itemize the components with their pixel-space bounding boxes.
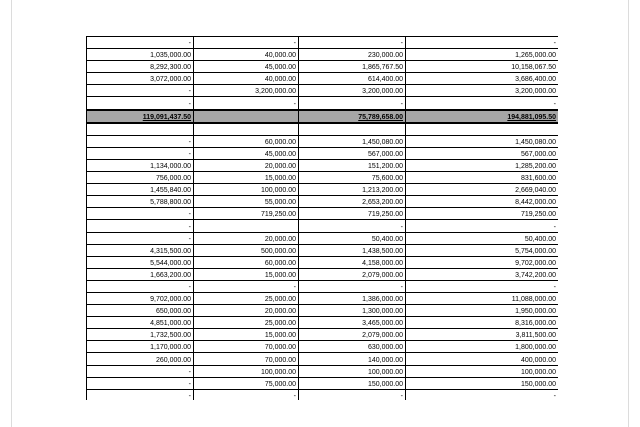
table-row [87,184,559,196]
row-total-cell[interactable]: 3,742,200.00 [406,268,559,280]
amount-col-2-cell[interactable]: - [194,97,299,110]
amount-col-3-cell[interactable]: 1,450,080.00 [299,135,406,147]
row-total-cell[interactable] [406,123,559,136]
row-total-cell[interactable]: 1,285,200.00 [406,159,559,171]
amount-col-2-cell[interactable]: 60,000.00 [194,135,299,147]
table-row [87,280,559,292]
amount-col-1-cell[interactable]: 650,000.00 [87,305,194,317]
row-total-cell[interactable]: 10,158,067.50 [406,61,559,73]
table-row [87,389,559,400]
amount-col-2-cell[interactable]: 15,000.00 [194,268,299,280]
amount-col-2-cell[interactable]: 20,000.00 [194,159,299,171]
table-row [87,341,559,353]
row-total-cell[interactable]: 194,881,095.50 [406,110,559,123]
amount-col-3-cell[interactable]: 1,300,000.00 [299,305,406,317]
amount-col-3-cell[interactable]: 230,000.00 [299,49,406,61]
amount-col-2-cell[interactable]: 25,000.00 [194,317,299,329]
table-row [87,172,559,184]
amount-col-3-cell[interactable]: 630,000.00 [299,341,406,353]
amount-col-3-cell[interactable]: - [299,280,406,292]
row-total-cell[interactable]: 1,265,000.00 [406,49,559,61]
table-row [87,208,559,220]
amount-col-3-cell[interactable]: 50,400.00 [299,232,406,244]
row-total-cell[interactable]: 5,754,000.00 [406,244,559,256]
amount-col-1-cell[interactable]: 119,091,437.50 [87,110,194,123]
amount-col-2-cell[interactable]: 15,000.00 [194,329,299,341]
amount-col-1-cell[interactable]: - [87,389,194,400]
table-row [87,353,559,365]
amount-col-2-cell[interactable] [194,123,299,136]
row-total-cell[interactable]: 1,800,000.00 [406,341,559,353]
table-row [87,220,559,232]
amount-col-3-cell[interactable]: 1,213,200.00 [299,184,406,196]
row-total-cell[interactable]: 9,702,000.00 [406,256,559,268]
amount-col-2-cell[interactable] [194,220,299,232]
row-total-cell[interactable]: 100,000.00 [406,365,559,377]
amount-col-1-cell[interactable]: 1,035,000.00 [87,49,194,61]
amount-col-1-cell[interactable] [87,123,194,136]
row-total-cell[interactable]: 3,811,500.00 [406,329,559,341]
table-row [87,123,559,136]
amount-col-2-cell[interactable]: 100,000.00 [194,184,299,196]
amount-col-2-cell[interactable]: 25,000.00 [194,292,299,304]
page-edge-right [628,0,629,427]
amount-col-3-cell[interactable]: 2,653,200.00 [299,196,406,208]
table-row [87,73,559,85]
amount-col-1-cell[interactable]: 260,000.00 [87,353,194,365]
amount-col-1-cell[interactable]: 1,732,500.00 [87,329,194,341]
amount-col-2-cell[interactable]: 60,000.00 [194,256,299,268]
table-row [87,317,559,329]
amount-col-1-cell[interactable]: 756,000.00 [87,172,194,184]
amount-col-1-cell[interactable]: 5,544,000.00 [87,256,194,268]
table-row [87,377,559,389]
grand-total-row [87,110,559,123]
row-total-cell[interactable]: 150,000.00 [406,377,559,389]
amount-col-1-cell[interactable]: 1,134,000.00 [87,159,194,171]
amount-col-3-cell[interactable]: - [299,97,406,110]
amount-col-2-cell[interactable]: 40,000.00 [194,73,299,85]
amount-col-2-cell[interactable]: 15,000.00 [194,172,299,184]
amount-col-2-cell[interactable]: 70,000.00 [194,341,299,353]
row-total-cell[interactable]: 11,088,000.00 [406,292,559,304]
row-total-cell[interactable]: 2,669,040.00 [406,184,559,196]
amount-col-1-cell[interactable]: 8,292,300.00 [87,61,194,73]
amount-col-2-cell[interactable]: 75,000.00 [194,377,299,389]
row-total-cell[interactable]: 3,200,000.00 [406,85,559,97]
amount-col-3-cell[interactable]: 719,250.00 [299,208,406,220]
row-total-cell[interactable]: - [406,220,559,232]
amount-col-2-cell[interactable]: - [194,280,299,292]
amount-col-3-cell[interactable]: 4,158,000.00 [299,256,406,268]
amount-col-1-cell[interactable]: 3,072,000.00 [87,73,194,85]
spreadsheet-sheet [86,36,558,400]
table-row [87,37,559,49]
row-total-cell[interactable]: 719,250.00 [406,208,559,220]
table-row [87,244,559,256]
amount-col-2-cell[interactable]: 45,000.00 [194,61,299,73]
table-row [87,256,559,268]
amount-col-2-cell[interactable]: - [194,389,299,400]
page-edge-left [11,0,12,427]
amount-col-2-cell[interactable]: - [194,37,299,49]
table-row [87,49,559,61]
row-total-cell[interactable]: - [406,389,559,400]
amount-col-3-cell[interactable]: 1,438,500.00 [299,244,406,256]
table-row [87,292,559,304]
amount-col-3-cell[interactable]: 614,400.00 [299,73,406,85]
amount-col-1-cell[interactable]: 4,851,000.00 [87,317,194,329]
row-total-cell[interactable]: 400,000.00 [406,353,559,365]
table-row [87,329,559,341]
amount-col-3-cell[interactable]: 151,200.00 [299,159,406,171]
amount-col-2-cell[interactable]: 40,000.00 [194,49,299,61]
amount-col-3-cell[interactable]: 1,386,000.00 [299,292,406,304]
amount-col-1-cell[interactable]: - [87,232,194,244]
row-total-cell[interactable]: 8,316,000.00 [406,317,559,329]
amount-col-1-cell[interactable]: - [87,147,194,159]
amount-col-1-cell[interactable]: - [87,135,194,147]
amount-col-3-cell[interactable]: 140,000.00 [299,353,406,365]
amount-col-2-cell[interactable]: 55,000.00 [194,196,299,208]
row-total-cell[interactable]: 50,400.00 [406,232,559,244]
row-total-cell[interactable]: - [406,280,559,292]
amount-col-2-cell[interactable]: 20,000.00 [194,232,299,244]
row-total-cell[interactable]: 831,600.00 [406,172,559,184]
amount-col-3-cell[interactable]: 3,465,000.00 [299,317,406,329]
amount-col-3-cell[interactable]: 3,200,000.00 [299,85,406,97]
amount-col-2-cell[interactable]: 45,000.00 [194,147,299,159]
table-row [87,85,559,97]
amount-col-3-cell[interactable] [299,123,406,136]
row-total-cell[interactable]: - [406,37,559,49]
table-row [87,365,559,377]
amount-col-2-cell[interactable]: 20,000.00 [194,305,299,317]
amount-col-3-cell[interactable]: - [299,220,406,232]
table-row [87,268,559,280]
amount-col-1-cell[interactable]: - [87,365,194,377]
table-row [87,232,559,244]
amount-col-1-cell[interactable]: - [87,97,194,110]
row-total-cell[interactable]: - [406,97,559,110]
amount-col-1-cell[interactable]: 4,315,500.00 [87,244,194,256]
amount-col-1-cell[interactable]: - [87,377,194,389]
row-total-cell[interactable]: 1,950,000.00 [406,305,559,317]
amount-col-3-cell[interactable]: 567,000.00 [299,147,406,159]
amount-col-1-cell[interactable]: - [87,280,194,292]
amount-col-2-cell[interactable]: 500,000.00 [194,244,299,256]
table-row [87,159,559,171]
amount-col-3-cell[interactable]: 1,865,767.50 [299,61,406,73]
amount-col-2-cell[interactable] [194,110,299,123]
amount-col-1-cell[interactable]: 1,170,000.00 [87,341,194,353]
amount-col-3-cell[interactable]: - [299,37,406,49]
table-row [87,135,559,147]
amount-col-3-cell[interactable]: 75,789,658.00 [299,110,406,123]
table-row [87,61,559,73]
amount-col-2-cell[interactable]: 70,000.00 [194,353,299,365]
amount-col-1-cell[interactable]: 1,663,200.00 [87,268,194,280]
table-row [87,97,559,110]
amount-col-1-cell[interactable]: - [87,208,194,220]
amounts-table [86,36,558,400]
amount-col-3-cell[interactable]: 2,079,000.00 [299,329,406,341]
amount-col-3-cell[interactable]: 75,600.00 [299,172,406,184]
amount-col-1-cell[interactable]: 5,788,800.00 [87,196,194,208]
amount-col-1-cell[interactable]: 1,455,840.00 [87,184,194,196]
amount-col-3-cell[interactable]: 150,000.00 [299,377,406,389]
table-row [87,305,559,317]
amounts-table-body [87,37,559,401]
row-total-cell[interactable]: 567,000.00 [406,147,559,159]
table-row [87,196,559,208]
amount-col-2-cell[interactable]: 719,250.00 [194,208,299,220]
amount-col-1-cell[interactable]: - [87,220,194,232]
amount-col-3-cell[interactable]: - [299,389,406,400]
amount-col-2-cell[interactable]: 100,000.00 [194,365,299,377]
amount-col-1-cell[interactable]: - [87,85,194,97]
amount-col-3-cell[interactable]: 2,079,000.00 [299,268,406,280]
amount-col-1-cell[interactable]: - [87,37,194,49]
row-total-cell[interactable]: 3,686,400.00 [406,73,559,85]
row-total-cell[interactable]: 8,442,000.00 [406,196,559,208]
amount-col-2-cell[interactable]: 3,200,000.00 [194,85,299,97]
row-total-cell[interactable]: 1,450,080.00 [406,135,559,147]
table-row [87,147,559,159]
amount-col-1-cell[interactable]: 9,702,000.00 [87,292,194,304]
amount-col-3-cell[interactable]: 100,000.00 [299,365,406,377]
